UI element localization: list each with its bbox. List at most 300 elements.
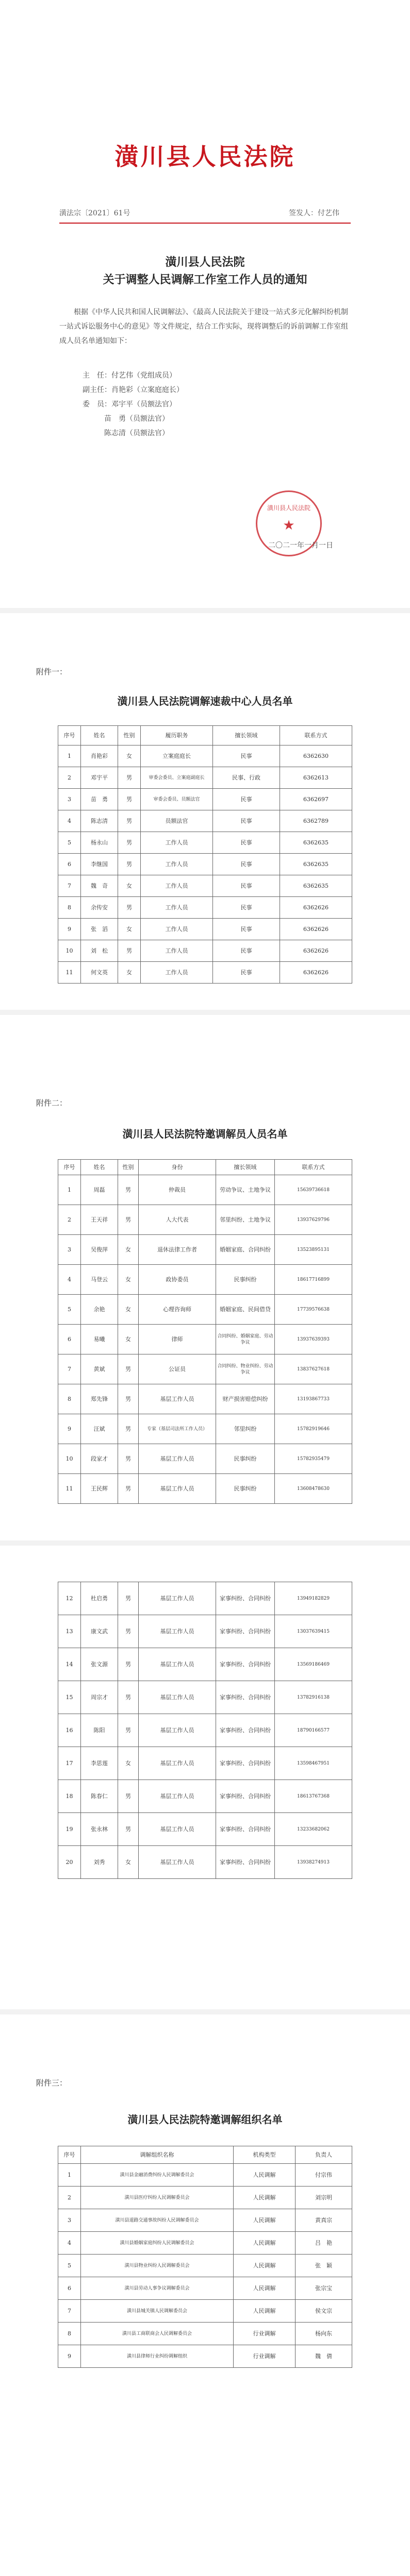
table-cell: 潢川县物业纠纷人民调解委员会 bbox=[81, 2255, 234, 2277]
attachment1-table bbox=[58, 725, 352, 984]
table-cell: 6362626 bbox=[280, 940, 352, 962]
table-cell: 13569186469 bbox=[275, 1648, 352, 1681]
table-cell: 10 bbox=[58, 940, 81, 962]
table-header-row bbox=[58, 2146, 352, 2164]
table-row bbox=[58, 1582, 352, 1615]
table-cell: 张 滔 bbox=[81, 919, 118, 940]
table-cell: 女 bbox=[118, 919, 141, 940]
attachment3-title: 潢川县人民法院特邀调解组织名单 bbox=[127, 2113, 283, 2126]
table-cell: 基层工作人员 bbox=[139, 1780, 216, 1813]
masthead-title: 潢川县人民法院 bbox=[114, 144, 296, 170]
table-cell: 人民调解 bbox=[234, 2300, 296, 2323]
table-cell: 民事 bbox=[213, 962, 280, 984]
table-cell: 13608478630 bbox=[275, 1474, 352, 1504]
table-cell: 8 bbox=[58, 897, 81, 919]
table-row bbox=[58, 2323, 352, 2345]
table-cell: 女 bbox=[118, 1325, 139, 1354]
table-row bbox=[58, 810, 352, 832]
table-row bbox=[58, 2209, 352, 2232]
table-row bbox=[58, 1384, 352, 1414]
table-cell: 2 bbox=[58, 2187, 81, 2209]
page-break bbox=[0, 1010, 410, 1015]
table-cell: 行业调解 bbox=[234, 2323, 296, 2345]
table-header-cell: 性别 bbox=[118, 726, 141, 745]
table-cell: 基层工作人员 bbox=[139, 1714, 216, 1747]
table-cell: 基层工作人员 bbox=[139, 1444, 216, 1474]
table-cell: 工作人员 bbox=[141, 897, 213, 919]
table-cell: 17739576638 bbox=[275, 1295, 352, 1325]
table-cell: 何文英 bbox=[81, 962, 118, 984]
table-row bbox=[58, 1205, 352, 1235]
attachment1-title: 潢川县人民法院调解速裁中心人员名单 bbox=[117, 695, 293, 707]
table-cell: 基层工作人员 bbox=[139, 1615, 216, 1648]
table-cell: 公证员 bbox=[139, 1354, 216, 1384]
table-header-cell: 序号 bbox=[58, 726, 81, 745]
table-cell: 6362635 bbox=[280, 832, 352, 854]
table-cell: 基层工作人员 bbox=[139, 1846, 216, 1879]
table-cell: 民事纠纷 bbox=[216, 1265, 275, 1295]
table-header-cell: 负责人 bbox=[296, 2146, 352, 2164]
table-cell: 3 bbox=[58, 789, 81, 810]
table-row bbox=[58, 2232, 352, 2255]
table-header-cell: 擅长领域 bbox=[216, 1160, 275, 1175]
table-cell: 李继国 bbox=[81, 854, 118, 875]
attachment3-table bbox=[58, 2146, 352, 2368]
table-cell: 6362697 bbox=[280, 789, 352, 810]
table-cell: 民事纠纷 bbox=[216, 1444, 275, 1474]
table-cell: 民事纠纷 bbox=[216, 1474, 275, 1504]
table-cell: 员额法官 bbox=[141, 810, 213, 832]
table-cell: 立案庭庭长 bbox=[141, 745, 213, 767]
table-cell: 6362626 bbox=[280, 962, 352, 984]
table-cell: 男 bbox=[118, 832, 141, 854]
table-cell: 19 bbox=[58, 1813, 81, 1846]
member-role: 副主任： bbox=[83, 386, 111, 394]
table-cell: 男 bbox=[118, 897, 141, 919]
table-cell: 8 bbox=[58, 2323, 81, 2345]
attachment3-label: 附件三： bbox=[36, 2078, 68, 2088]
table-cell: 马登云 bbox=[81, 1265, 118, 1295]
table-cell: 人民调解 bbox=[234, 2255, 296, 2277]
table-row bbox=[58, 1325, 352, 1354]
table-cell: 人民调解 bbox=[234, 2277, 296, 2300]
table-header-cell: 擅长领域 bbox=[213, 726, 280, 745]
notice-title-line1: 潢川县人民法院 bbox=[165, 256, 245, 269]
table-cell: 易曦 bbox=[81, 1325, 118, 1354]
table-cell: 基层工作人员 bbox=[139, 1474, 216, 1504]
table-row bbox=[58, 940, 352, 962]
table-cell: 侯文宗 bbox=[296, 2300, 352, 2323]
table-cell: 6 bbox=[58, 2277, 81, 2300]
attachment2-title: 潢川县人民法院特邀调解员人员名单 bbox=[122, 1128, 288, 1140]
table-cell: 人民调解 bbox=[234, 2164, 296, 2187]
table-cell: 基层工作人员 bbox=[139, 1813, 216, 1846]
table-cell: 民事 bbox=[213, 940, 280, 962]
table-cell: 男 bbox=[118, 789, 141, 810]
table-header-cell: 姓名 bbox=[81, 726, 118, 745]
table-cell: 13837627618 bbox=[275, 1354, 352, 1384]
table-cell: 男 bbox=[118, 1384, 139, 1414]
table-cell: 行业调解 bbox=[234, 2345, 296, 2368]
table-cell: 女 bbox=[118, 962, 141, 984]
table-cell: 基层工作人员 bbox=[139, 1681, 216, 1714]
table-cell: 人民调解 bbox=[234, 2187, 296, 2209]
table-cell: 潢川县金融消费纠纷人民调解委员会 bbox=[81, 2164, 234, 2187]
table-cell: 婚姻家庭、合同纠纷 bbox=[216, 1235, 275, 1265]
table-header-cell: 调解组织名称 bbox=[81, 2146, 234, 2164]
table-cell: 工作人员 bbox=[141, 832, 213, 854]
table-cell: 民事 bbox=[213, 854, 280, 875]
table-cell: 工作人员 bbox=[141, 940, 213, 962]
table-row bbox=[58, 1813, 352, 1846]
table-row bbox=[58, 2187, 352, 2209]
table-cell: 退休法律工作者 bbox=[139, 1235, 216, 1265]
table-cell: 基层工作人员 bbox=[139, 1582, 216, 1615]
table-row bbox=[58, 2277, 352, 2300]
table-cell: 13782916138 bbox=[275, 1681, 352, 1714]
table-cell: 刘 松 bbox=[81, 940, 118, 962]
table-cell: 民事 bbox=[213, 875, 280, 897]
notice-title-line2: 关于调整人民调解工作室工作人员的通知 bbox=[103, 273, 307, 286]
member-role: 主 任： bbox=[83, 371, 111, 380]
table-row bbox=[58, 962, 352, 984]
table-row bbox=[58, 1615, 352, 1648]
member-line bbox=[83, 368, 330, 383]
table-cell: 段家才 bbox=[81, 1444, 118, 1474]
table-cell: 基层工作人员 bbox=[139, 1747, 216, 1780]
table-row bbox=[58, 2164, 352, 2187]
table-cell: 王天祥 bbox=[81, 1205, 118, 1235]
table-cell: 11 bbox=[58, 1474, 81, 1504]
table-cell: 15639736618 bbox=[275, 1175, 352, 1205]
table-cell: 男 bbox=[118, 1414, 139, 1444]
table-cell: 付宗伟 bbox=[296, 2164, 352, 2187]
red-divider-line bbox=[59, 223, 351, 224]
table-row bbox=[58, 1714, 352, 1747]
table-cell: 女 bbox=[118, 875, 141, 897]
table-cell: 男 bbox=[118, 1615, 139, 1648]
table-header-cell: 姓名 bbox=[81, 1160, 118, 1175]
table-cell: 13193867733 bbox=[275, 1384, 352, 1414]
table-row bbox=[58, 1354, 352, 1384]
table-header-row bbox=[58, 726, 352, 745]
table-cell: 1 bbox=[58, 2164, 81, 2187]
table-cell: 康文武 bbox=[81, 1615, 118, 1648]
table-cell: 魏 倩 bbox=[296, 2345, 352, 2368]
table-cell: 12 bbox=[58, 1582, 81, 1615]
table-cell: 潢川县医疗纠纷人民调解委员会 bbox=[81, 2187, 234, 2209]
page-break bbox=[0, 608, 410, 613]
table-cell: 15782935479 bbox=[275, 1444, 352, 1474]
table-cell: 律师 bbox=[139, 1325, 216, 1354]
table-cell: 女 bbox=[118, 1747, 139, 1780]
table-cell: 潢川县婚姻家庭纠纷人民调解委员会 bbox=[81, 2232, 234, 2255]
table-cell: 民事 bbox=[213, 897, 280, 919]
table-cell: 男 bbox=[118, 767, 141, 789]
table-cell: 刘宗明 bbox=[296, 2187, 352, 2209]
table-header-cell: 联系方式 bbox=[275, 1160, 352, 1175]
table-cell: 杜启勇 bbox=[81, 1582, 118, 1615]
table-cell: 6362789 bbox=[280, 810, 352, 832]
table-cell: 余传安 bbox=[81, 897, 118, 919]
table-cell: 基层工作人员 bbox=[139, 1648, 216, 1681]
table-cell: 审委会委员、立案庭副庭长 bbox=[141, 767, 213, 789]
table-cell: 13937629796 bbox=[275, 1205, 352, 1235]
table-cell: 刘秀 bbox=[81, 1846, 118, 1879]
table-cell: 4 bbox=[58, 810, 81, 832]
signer: 签发人：付艺伟 bbox=[289, 209, 339, 217]
member-text: 肖艳彩（立案庭庭长） bbox=[111, 386, 184, 394]
table-cell: 吕 艳 bbox=[296, 2232, 352, 2255]
table-row bbox=[58, 1648, 352, 1681]
table-row bbox=[58, 875, 352, 897]
table-cell: 6362630 bbox=[280, 745, 352, 767]
table-row bbox=[58, 854, 352, 875]
table-cell: 陈志清 bbox=[81, 810, 118, 832]
table-cell: 3 bbox=[58, 2209, 81, 2232]
table-cell: 张 颖 bbox=[296, 2255, 352, 2277]
table-cell: 基层工作人员 bbox=[139, 1384, 216, 1414]
member-text: 陈志清（员额法官） bbox=[104, 429, 169, 437]
table-cell: 王民辉 bbox=[81, 1474, 118, 1504]
table-cell: 仲裁员 bbox=[139, 1175, 216, 1205]
table-cell: 5 bbox=[58, 1295, 81, 1325]
table-cell: 4 bbox=[58, 2232, 81, 2255]
table-header-cell: 性别 bbox=[118, 1160, 139, 1175]
table-cell: 1 bbox=[58, 1175, 81, 1205]
table-cell: 民事 bbox=[213, 810, 280, 832]
table-cell: 16 bbox=[58, 1714, 81, 1747]
table-cell: 7 bbox=[58, 2300, 81, 2323]
notice-paragraph: 根据《中华人民共和国人民调解法》、《最高人民法院关于建设一站式多元化解纠纷机制一站式诉讼服务中心的意见》等文件规定，结合工作实际，现将调整后的诉前调解工作室组成人员名单通知如下： bbox=[59, 308, 348, 345]
table-cell: 6362626 bbox=[280, 919, 352, 940]
table-cell: 潢川县律师行业纠纷调解组织 bbox=[81, 2345, 234, 2368]
member-line bbox=[83, 397, 330, 412]
table-cell: 女 bbox=[118, 1846, 139, 1879]
table-cell: 男 bbox=[118, 1444, 139, 1474]
table-cell: 潢川县道路交通事故纠纷人民调解委员会 bbox=[81, 2209, 234, 2232]
table-cell: 6 bbox=[58, 854, 81, 875]
table-cell: 15 bbox=[58, 1681, 81, 1714]
table-cell: 男 bbox=[118, 1681, 139, 1714]
table-cell: 男 bbox=[118, 1175, 139, 1205]
table-cell: 家事纠纷、合同纠纷 bbox=[216, 1780, 275, 1813]
table-cell: 家事纠纷、合同纠纷 bbox=[216, 1714, 275, 1747]
table-cell: 18617716899 bbox=[275, 1265, 352, 1295]
table-cell: 13937639393 bbox=[275, 1325, 352, 1354]
table-row bbox=[58, 745, 352, 767]
table-cell: 家事纠纷、合同纠纷 bbox=[216, 1582, 275, 1615]
star-icon: ★ bbox=[283, 518, 295, 533]
table-cell: 周宗才 bbox=[81, 1681, 118, 1714]
table-cell: 家事纠纷、合同纠纷 bbox=[216, 1846, 275, 1879]
table-cell: 汪斌 bbox=[81, 1414, 118, 1444]
table-cell: 工作人员 bbox=[141, 962, 213, 984]
table-cell: 男 bbox=[118, 940, 141, 962]
notice-date: 二〇二一年一月一日 bbox=[268, 541, 333, 550]
attachment2-label: 附件二： bbox=[36, 1098, 68, 1108]
table-row bbox=[58, 1414, 352, 1444]
table-cell: 心理咨询师 bbox=[139, 1295, 216, 1325]
table-cell: 1 bbox=[58, 745, 81, 767]
table-cell: 18613767368 bbox=[275, 1780, 352, 1813]
member-text: 付艺伟（党组成员） bbox=[111, 371, 176, 380]
member-role: 委 员： bbox=[83, 400, 111, 409]
table-cell: 工作人员 bbox=[141, 854, 213, 875]
attachment2-table-part1 bbox=[58, 1159, 352, 1504]
seal-text: 潢川县人民法院 bbox=[267, 504, 310, 512]
table-cell: 14 bbox=[58, 1648, 81, 1681]
table-cell: 11 bbox=[58, 962, 81, 984]
table-cell: 家事纠纷、合同纠纷 bbox=[216, 1648, 275, 1681]
table-cell: 8 bbox=[58, 1384, 81, 1414]
table-cell: 张宗宝 bbox=[296, 2277, 352, 2300]
table-cell: 男 bbox=[118, 1714, 139, 1747]
table-row bbox=[58, 832, 352, 854]
table-cell: 男 bbox=[118, 1474, 139, 1504]
table-cell: 13037639415 bbox=[275, 1615, 352, 1648]
table-cell: 人民调解 bbox=[234, 2232, 296, 2255]
table-row bbox=[58, 2345, 352, 2368]
table-cell: 郑先锋 bbox=[81, 1384, 118, 1414]
table-row bbox=[58, 1175, 352, 1205]
table-cell: 13938274913 bbox=[275, 1846, 352, 1879]
table-cell: 3 bbox=[58, 1235, 81, 1265]
table-cell: 6362635 bbox=[280, 854, 352, 875]
table-row bbox=[58, 1681, 352, 1714]
table-cell: 2 bbox=[58, 1205, 81, 1235]
table-cell: 男 bbox=[118, 1354, 139, 1384]
table-cell: 女 bbox=[118, 1295, 139, 1325]
member-text: 邓宇平（员额法官） bbox=[111, 400, 176, 409]
table-cell: 17 bbox=[58, 1747, 81, 1780]
table-row bbox=[58, 1780, 352, 1813]
table-cell: 魏 奇 bbox=[81, 875, 118, 897]
table-cell: 13233682062 bbox=[275, 1813, 352, 1846]
table-cell: 杨向东 bbox=[296, 2323, 352, 2345]
table-cell: 13523895131 bbox=[275, 1235, 352, 1265]
table-cell: 周磊 bbox=[81, 1175, 118, 1205]
table-cell: 6362626 bbox=[280, 897, 352, 919]
attachment2-table-part2 bbox=[58, 1582, 352, 1879]
table-cell: 苗 勇 bbox=[81, 789, 118, 810]
table-cell: 婚姻家庭、民间借贷 bbox=[216, 1295, 275, 1325]
table-cell: 邻里纠纷 bbox=[216, 1414, 275, 1444]
table-cell: 女 bbox=[118, 745, 141, 767]
document-number: 潢法宗〔2021〕61号 bbox=[59, 209, 130, 217]
table-header-cell: 履历职务 bbox=[141, 726, 213, 745]
table-cell: 男 bbox=[118, 1648, 139, 1681]
table-cell: 18 bbox=[58, 1780, 81, 1813]
table-cell: 肖艳彩 bbox=[81, 745, 118, 767]
table-row bbox=[58, 1444, 352, 1474]
table-cell: 黄斌 bbox=[81, 1354, 118, 1384]
table-cell: 民事 bbox=[213, 789, 280, 810]
table-row bbox=[58, 2300, 352, 2323]
table-cell: 7 bbox=[58, 875, 81, 897]
table-cell: 张永林 bbox=[81, 1813, 118, 1846]
table-cell: 家事纠纷、合同纠纷 bbox=[216, 1813, 275, 1846]
table-cell: 民事 bbox=[213, 919, 280, 940]
table-cell: 劳动争议、土地争议 bbox=[216, 1175, 275, 1205]
table-cell: 2 bbox=[58, 767, 81, 789]
member-line bbox=[83, 412, 330, 426]
member-line bbox=[83, 426, 330, 440]
table-header-row bbox=[58, 1160, 352, 1175]
page-break bbox=[0, 2009, 410, 2014]
table-header-cell: 机构类型 bbox=[234, 2146, 296, 2164]
members-list bbox=[83, 368, 330, 440]
table-cell: 18790166577 bbox=[275, 1714, 352, 1747]
table-row bbox=[58, 1846, 352, 1879]
table-cell: 民事 bbox=[213, 832, 280, 854]
table-row bbox=[58, 919, 352, 940]
table-cell: 财产损害赔偿纠纷 bbox=[216, 1384, 275, 1414]
table-cell: 陈春仁 bbox=[81, 1780, 118, 1813]
table-cell: 9 bbox=[58, 2345, 81, 2368]
table-cell: 男 bbox=[118, 1780, 139, 1813]
table-row bbox=[58, 789, 352, 810]
table-cell: 黄真宗 bbox=[296, 2209, 352, 2232]
table-header-cell: 联系方式 bbox=[280, 726, 352, 745]
table-cell: 9 bbox=[58, 1414, 81, 1444]
table-cell: 民事、行政 bbox=[213, 767, 280, 789]
table-cell: 男 bbox=[118, 1582, 139, 1615]
table-cell: 7 bbox=[58, 1354, 81, 1384]
table-cell: 13 bbox=[58, 1615, 81, 1648]
table-cell: 13598467951 bbox=[275, 1747, 352, 1780]
table-cell: 合同纠纷、物业纠纷、劳动争议 bbox=[216, 1354, 275, 1384]
table-cell: 潢川县工商联商会人民调解委员会 bbox=[81, 2323, 234, 2345]
table-cell: 工作人员 bbox=[141, 919, 213, 940]
table-cell: 20 bbox=[58, 1846, 81, 1879]
table-cell: 4 bbox=[58, 1265, 81, 1295]
table-cell: 邻里纠纷、土地争议 bbox=[216, 1205, 275, 1235]
table-cell: 民事 bbox=[213, 745, 280, 767]
table-cell: 审委会委员、员额法官 bbox=[141, 789, 213, 810]
table-row bbox=[58, 2255, 352, 2277]
table-cell: 潢川县城关镇人民调解委员会 bbox=[81, 2300, 234, 2323]
table-cell: 人民调解 bbox=[234, 2209, 296, 2232]
table-cell: 张文源 bbox=[81, 1648, 118, 1681]
table-row bbox=[58, 1747, 352, 1780]
table-cell: 陈阳 bbox=[81, 1714, 118, 1747]
table-cell: 合同纠纷、婚姻家庭、劳动争议 bbox=[216, 1325, 275, 1354]
member-text: 苗 勇（员额法官） bbox=[104, 415, 169, 423]
table-cell: 吴俊萍 bbox=[81, 1235, 118, 1265]
table-cell: 男 bbox=[118, 1205, 139, 1235]
table-cell: 6 bbox=[58, 1325, 81, 1354]
table-cell: 6362635 bbox=[280, 875, 352, 897]
table-cell: 5 bbox=[58, 832, 81, 854]
table-row bbox=[58, 897, 352, 919]
table-cell: 邓宇平 bbox=[81, 767, 118, 789]
table-cell: 李思莲 bbox=[81, 1747, 118, 1780]
table-cell: 工作人员 bbox=[141, 875, 213, 897]
table-cell: 9 bbox=[58, 919, 81, 940]
table-cell: 15782919646 bbox=[275, 1414, 352, 1444]
table-row bbox=[58, 1474, 352, 1504]
table-header-cell: 序号 bbox=[58, 1160, 81, 1175]
table-cell: 男 bbox=[118, 1813, 139, 1846]
table-row bbox=[58, 1295, 352, 1325]
table-cell: 家事纠纷、合同纠纷 bbox=[216, 1615, 275, 1648]
table-cell: 10 bbox=[58, 1444, 81, 1474]
table-cell: 男 bbox=[118, 810, 141, 832]
table-cell: 政协委员 bbox=[139, 1265, 216, 1295]
table-cell: 家事纠纷、合同纠纷 bbox=[216, 1747, 275, 1780]
table-cell: 男 bbox=[118, 854, 141, 875]
